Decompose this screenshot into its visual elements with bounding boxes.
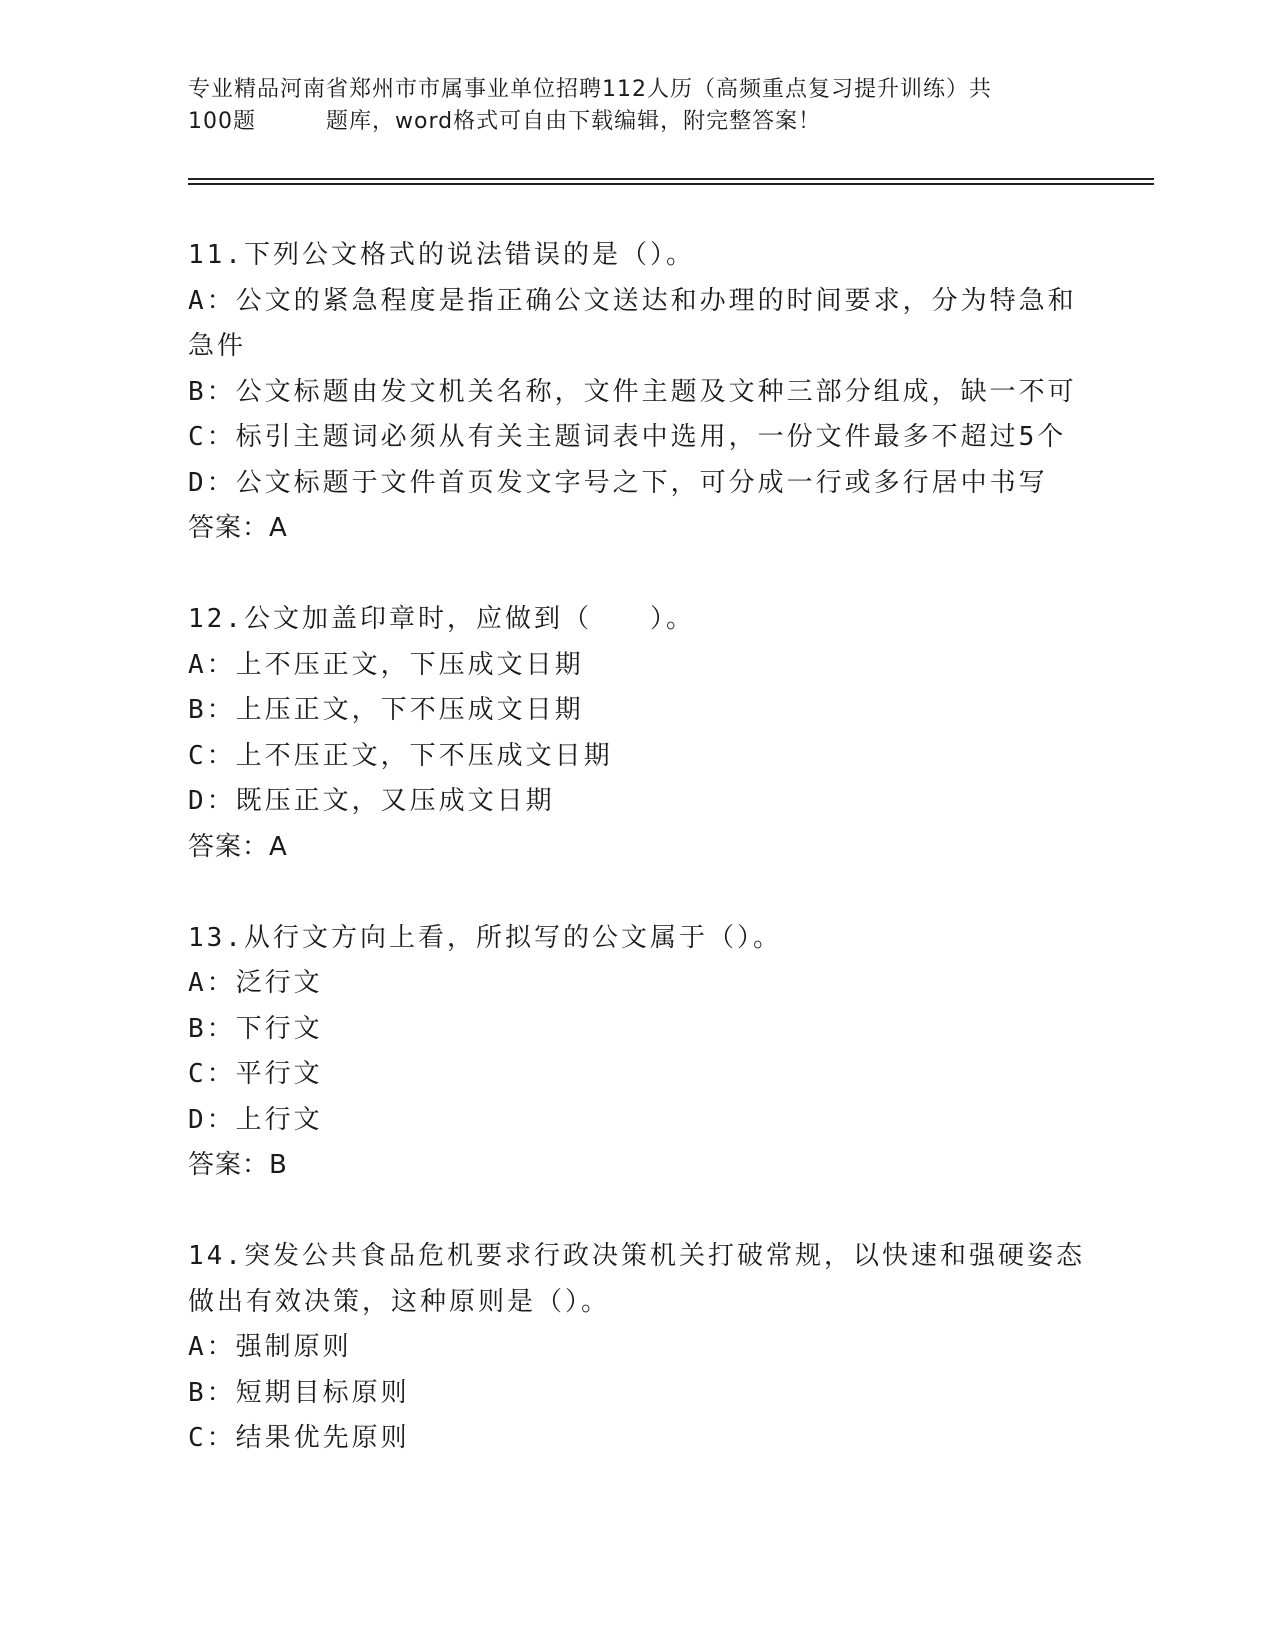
header-divider-bottom [188, 183, 1154, 185]
answer-option: B：下行文 [188, 1013, 323, 1044]
header-description: 题库，word格式可自由下载编辑，附完整答案！ [326, 109, 822, 134]
header-line-1: 专业精品河南省郑州市市属事业单位招聘112人历（高频重点复习提升训练）共 [188, 77, 992, 102]
answer-option: 急件 [188, 331, 247, 361]
answer-option: C：上不压正文，下不压成文日期 [188, 740, 613, 771]
answer-option: A：泛行文 [188, 968, 323, 998]
header-line-2 [188, 106, 1088, 138]
question-stem: 做出有效决策，这种原则是（）。 [188, 1286, 611, 1317]
answer-option: A：强制原则 [188, 1332, 352, 1362]
question-block [188, 1234, 1088, 1462]
answer-option: B：上压正文，下不压成文日期 [188, 695, 584, 725]
answer-option: D：既压正文，又压成文日期 [188, 786, 555, 816]
question-block [188, 233, 1088, 597]
header-divider-top [188, 178, 1154, 180]
answer-key: 答案：A [188, 831, 288, 862]
document-header [188, 74, 1088, 138]
answer-option: B：短期目标原则 [188, 1377, 410, 1408]
answer-option: C：标引主题词必须从有关主题词表中选用，一份文件最多不超过5个 [188, 422, 1067, 452]
answer-key: 答案：B [188, 1150, 288, 1180]
answer-option: A：上不压正文，下压成文日期 [188, 649, 584, 680]
question-stem: 11.下列公文格式的说法错误的是（）。 [188, 240, 695, 270]
answer-option: B：公文标题由发文机关名称，文件主题及文种三部分组成，缺一不可 [188, 376, 1077, 407]
question-block [188, 916, 1088, 1235]
answer-option: C：平行文 [188, 1059, 323, 1089]
answer-key: 答案：A [188, 513, 288, 543]
answer-option: D：公文标题于文件首页发文字号之下，可分成一行或多行居中书写 [188, 467, 1048, 498]
answer-option: A：公文的紧急程度是指正确公文送达和办理的时间要求，分为特急和 [188, 285, 1077, 316]
question-stem: 12.公文加盖印章时，应做到（ ）。 [188, 604, 695, 634]
answer-option: D：上行文 [188, 1104, 323, 1135]
question-stem: 14.突发公共食品危机要求行政决策机关打破常规，以快速和强硬姿态 [188, 1241, 1085, 1271]
answer-option: C：结果优先原则 [188, 1423, 410, 1453]
question-list [188, 233, 1088, 1462]
question-block [188, 597, 1088, 916]
header-count: 100题 [188, 109, 256, 134]
question-stem: 13.从行文方向上看，所拟写的公文属于（）。 [188, 922, 782, 953]
